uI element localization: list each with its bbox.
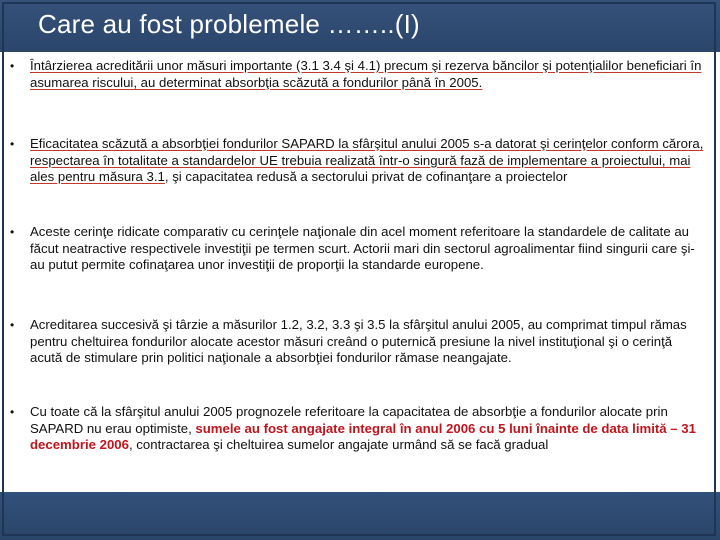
bullet-text-underlined: Eficacitatea scăzută a absorbţiei fondurilor SAPARD la sfârşitul anului 2005 s-a datorat şi cerinţelor conform cărora, respectarea în totalitate a standardelor UE trebuia realizată într-o singură fază de implementare a proiectului, mai ales pentru măsura 3.1 bbox=[30, 136, 704, 185]
footer-bar bbox=[0, 492, 720, 540]
bullet-text: Acreditarea succesivă şi târzie a măsurilor 1.2, 3.2, 3.3 şi 3.5 la sfârşitul anului 2005, au comprimat timpul rămas pentru cheltuirea fondurilor alocate acestor măsuri creând o puternică presiune la nivel instituţional şi o cerinţă acută de stimulare prin politici naţionale a absorbţiei fondurilor rămase neangajate. bbox=[30, 317, 687, 366]
slide-title: Care au fost problemele ……..(I) bbox=[38, 9, 420, 39]
title-bar bbox=[0, 0, 720, 52]
slide-body bbox=[0, 52, 720, 492]
bullet-text: Aceste cerinţe ridicate comparativ cu cerinţele naţionale din acel moment referitoare la standardele de calitate au făcut neatractive respectivele investiţii pe termen scurt. Actorii mari din sectorul agroalimentar fiind singurii care şi-au putut permite cofinaţarea unor investiţii de proporţii la standarde europene. bbox=[30, 224, 695, 273]
bullet-text: Întârzierea acreditării unor măsuri importante (3.1 3.4 şi 4.1) precum şi rezerva băncilor şi potenţialilor beneficiari în asumarea riscului, au determinat absorbţia scăzută a fondurilor până în 2005. bbox=[30, 58, 702, 90]
bullet-marker: • bbox=[10, 405, 15, 419]
bullet-text-start: Cu toate că la sfârşitul anului 2005 prognozele referitoare la capacitatea de absorbţie a fondurilor alocate prin SAPARD nu erau optimiste, bbox=[30, 404, 668, 436]
bullet-text bbox=[30, 404, 708, 454]
bullet-marker: • bbox=[10, 225, 15, 239]
bullet-marker: • bbox=[10, 318, 15, 332]
bullet-marker: • bbox=[10, 59, 15, 73]
bullet-text-end: , contractarea şi cheltuirea sumelor angajate urmând să se facă gradual bbox=[128, 437, 549, 453]
bullet-text-rest: , şi capacitatea redusă a sectorului privat de cofinanţare a proiectelor bbox=[164, 169, 568, 185]
bullet-text-highlight: sumele au fost angajate integral în anul 2006 cu 5 luni înainte de data limită – 31 decembrie 2006 bbox=[30, 420, 696, 453]
bullet-marker: • bbox=[10, 137, 15, 151]
bullet-text bbox=[30, 136, 708, 186]
